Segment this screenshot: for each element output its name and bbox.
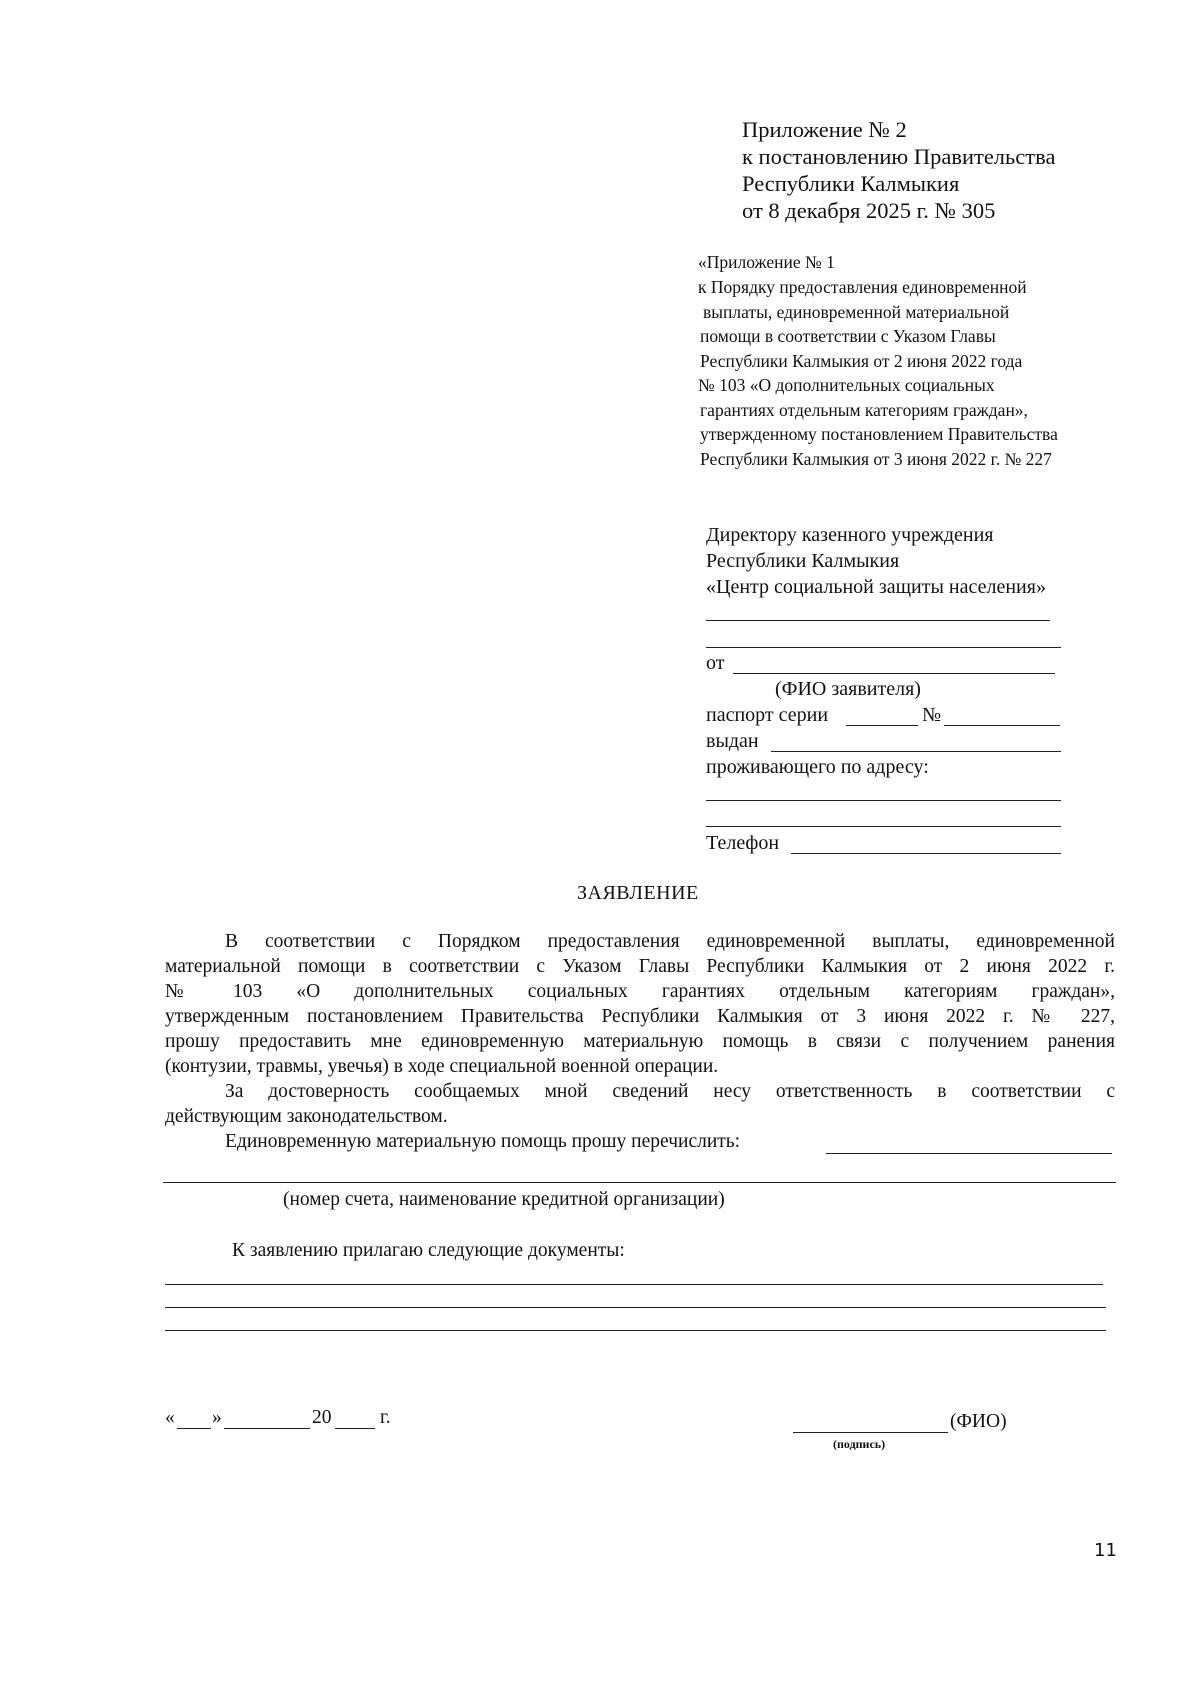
addressee-blank-line[interactable] [706, 620, 1050, 621]
issued-by-field[interactable] [771, 751, 1061, 752]
account-field[interactable] [163, 1182, 1116, 1183]
addressee-blank-line[interactable] [706, 647, 1061, 648]
date-open-quote: « [165, 1407, 175, 1428]
year-prefix: 20 [312, 1407, 332, 1428]
address-field[interactable] [706, 826, 1061, 827]
issued-label: выдан [706, 730, 759, 752]
account-hint: (номер счета, наименование кредитной организации) [283, 1189, 725, 1210]
fio-label: (ФИО) [950, 1411, 1007, 1432]
documents-field[interactable] [165, 1284, 1103, 1285]
paragraph-line: материальной помощи в соответствии с Указом Главы Республики Калмыкия от 2 июня 2022 г. [165, 956, 1115, 977]
documents-label: К заявлению прилагаю следующие документы: [232, 1240, 625, 1261]
passport-series-field[interactable] [846, 725, 918, 726]
addressee-line: Республики Калмыкия [706, 550, 900, 572]
transfer-label: Единовременную материальную помощь прошу перечислить: [225, 1131, 741, 1152]
month-field[interactable] [224, 1428, 310, 1429]
appendix-header-line: к постановлению Правительства [742, 144, 1056, 169]
passport-number-field[interactable] [944, 725, 1060, 726]
addressee-line: «Центр социальной защиты населения» [706, 576, 1046, 598]
appendix-sub-line: № 103 «О дополнительных социальных [698, 375, 995, 395]
documents-field[interactable] [165, 1307, 1106, 1308]
documents-field[interactable] [165, 1330, 1106, 1331]
day-field[interactable] [177, 1428, 211, 1429]
fio-hint: (ФИО заявителя) [775, 678, 921, 700]
paragraph-line: утвержденным постановлением Правительства Республики Калмыкия от 3 июня 2022 г. № 227, [165, 1006, 1115, 1027]
date-close-quote: » [212, 1407, 222, 1428]
passport-number-label: № [922, 704, 942, 726]
paragraph-line: действующим законодательством. [165, 1106, 448, 1127]
year-suffix: г. [380, 1407, 391, 1428]
paragraph-line: прошу предоставить мне единовременную материальную помощь в связи с получением ранения [165, 1031, 1115, 1052]
from-label: от [706, 652, 725, 674]
address-label: проживающего по адресу: [706, 756, 929, 778]
phone-label: Телефон [706, 832, 780, 854]
document-title: ЗАЯВЛЕНИЕ [577, 882, 699, 904]
appendix-sub-line: к Порядку предоставления единовременной [698, 277, 1027, 297]
paragraph-line: № 103 «О дополнительных социальных гарантиях отдельным категориям граждан», [165, 981, 1115, 1002]
appendix-sub-line: Республики Калмыкия от 3 июня 2022 г. № 227 [700, 449, 1052, 469]
applicant-name-field[interactable] [733, 673, 1055, 674]
year-field[interactable] [335, 1428, 375, 1429]
paragraph-line: (контузии, травмы, увечья) в ходе специальной военной операции. [165, 1056, 719, 1077]
appendix-header-line: от 8 декабря 2025 г. № 305 [742, 198, 996, 223]
passport-series-label: паспорт серии [706, 704, 829, 726]
transfer-field[interactable] [826, 1153, 1112, 1154]
appendix-sub-line: гарантиях отдельным категориям граждан», [700, 400, 1028, 420]
appendix-sub-line: выплаты, единовременной материальной [703, 302, 1010, 322]
appendix-sub-line: утвержденному постановлением Правительства [700, 424, 1058, 444]
addressee-line: Директору казенного учреждения [706, 524, 994, 546]
appendix-sub-line: помощи в соответствии с Указом Главы [700, 326, 996, 346]
address-field[interactable] [706, 800, 1061, 801]
appendix-header-line: Приложение № 2 [742, 117, 907, 142]
phone-field[interactable] [791, 853, 1061, 854]
appendix-sub-line: Республики Калмыкия от 2 июня 2022 года [700, 351, 1023, 371]
appendix-sub-line: «Приложение № 1 [698, 252, 835, 272]
signature-hint: (подпись) [833, 1437, 886, 1451]
paragraph-line: В соответствии с Порядком предоставления единовременной выплаты, единовременной [225, 931, 1115, 952]
appendix-header-line: Республики Калмыкия [742, 171, 960, 196]
page-number: 11 [1094, 1540, 1117, 1561]
paragraph-line: За достоверность сообщаемых мной сведений несу ответственность в соответствии с [225, 1081, 1115, 1102]
signature-field[interactable] [793, 1432, 948, 1433]
